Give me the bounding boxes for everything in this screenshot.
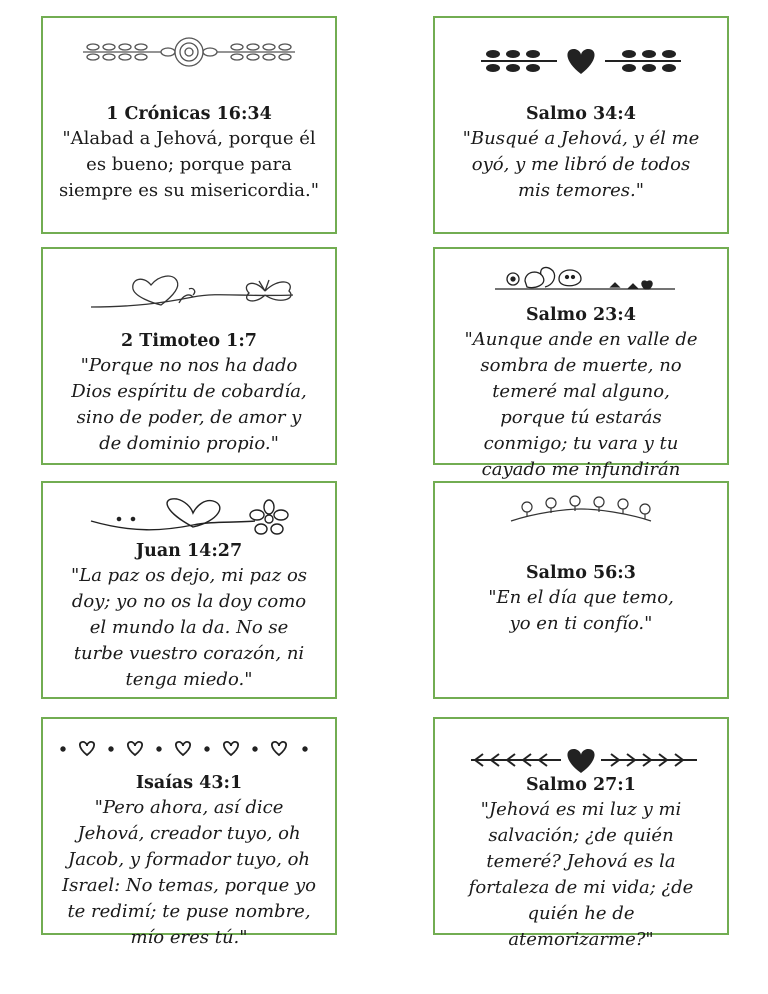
verse-reference: Salmo 27:1 [526,775,636,795]
verse-card-1 [41,16,337,234]
verse-text: "Jehová es mi luz y mi salvación; ¿de quién temeré? Jehová es la fortaleza de mi vida; ¿de quién he de atemorizarme?" [468,799,694,950]
birds-on-line-icon [435,261,727,295]
verse-card-3 [41,247,337,465]
heart-flower-swirl-icon [43,493,335,541]
verse-card-8 [433,717,729,950]
verse-card-7 [41,717,337,948]
verse-card-4 [433,247,729,480]
heart-leaves-divider-icon [435,44,727,78]
verse-reference: 2 Timoteo 1:7 [121,331,257,351]
verse-reference: Salmo 34:4 [526,104,636,124]
verse-text: "La paz os dejo, mi paz os doy; yo no os la doy como el mundo la da. No se turbe vuestro corazón, ni tenga miedo." [70,565,308,690]
verse-card-2 [433,16,729,234]
verse-text: "Busqué a Jehová, y él me oyó, y me libró de todos mis temores." [462,128,700,201]
verse-reference: Salmo 56:3 [526,563,636,583]
heart-butterfly-line-icon [43,267,335,313]
verse-text: "En el día que temo, yo en ti confío." [488,587,674,634]
verse-text: "Aunque ande en valle de sombra de muerte, no temeré mal alguno, porque tú estarás conmigo; tu vara y tu cayado me infundirán [464,329,698,480]
verse-reference: Salmo 23:4 [526,305,636,325]
verse-reference: Isaías 43:1 [135,773,243,793]
light-bulb-garland-icon [435,491,727,531]
verse-text: "Porque no nos ha dado Dios espíritu de cobardía, sino de poder, de amor y de dominio propio." [71,355,307,454]
verse-reference: 1 Crónicas 16:34 [106,104,272,124]
hearts-dots-border-icon [43,737,335,761]
verse-text: "Pero ahora, así dice Jehová, creador tuyo, oh Jacob, y formador tuyo, oh Israel: No temas, porque yo te redimí; te puse nombre, mío eres tú." [61,797,316,948]
verse-card-5 [41,481,337,699]
verse-card-6 [433,481,729,699]
arrow-heart-divider-icon [435,745,727,775]
rose-laurel-divider-icon [43,34,335,70]
verse-reference: Juan 14:27 [135,541,243,561]
verse-text: "Alabad a Jehová, porque él es bueno; porque para siempre es su misericordia." [59,128,319,201]
